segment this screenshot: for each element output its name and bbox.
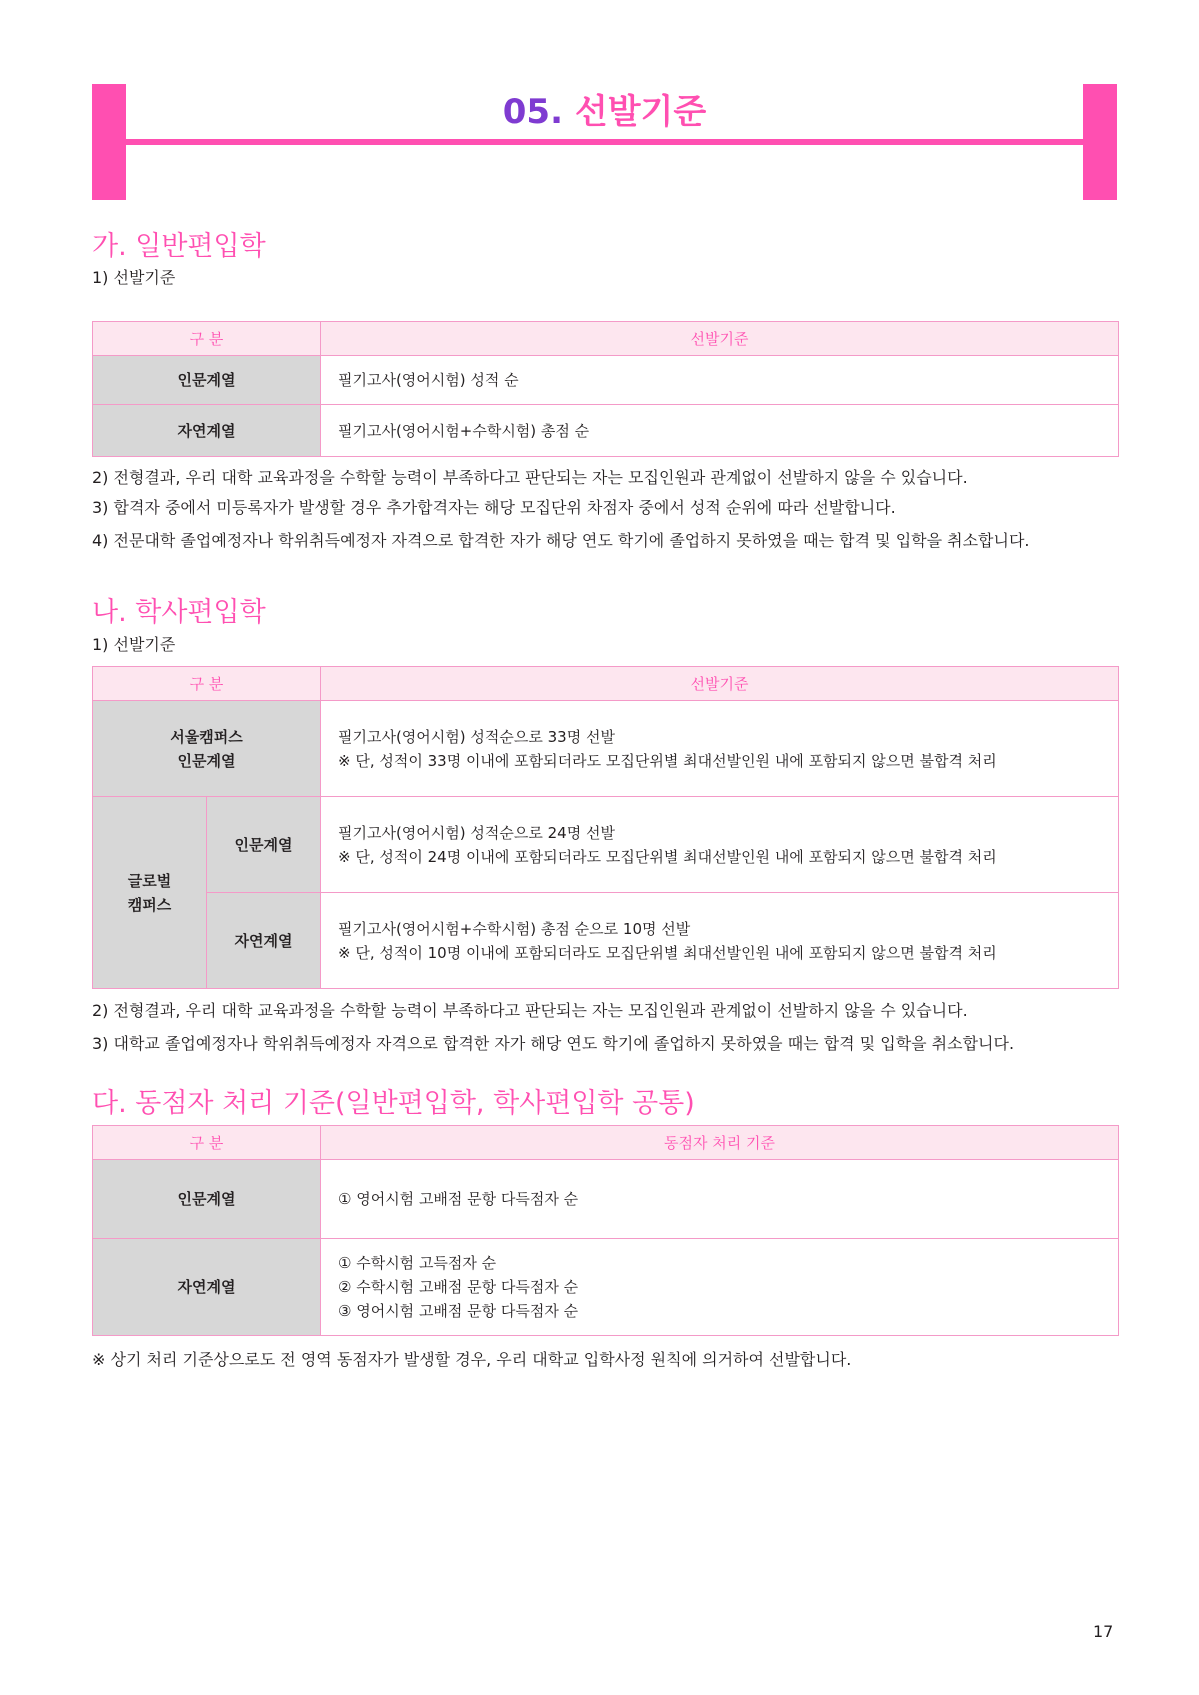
table-row: [93, 701, 1119, 797]
row-category-seoul: [93, 701, 321, 797]
column-header-category: 구 분: [93, 1126, 321, 1160]
table-row: [93, 1239, 1119, 1336]
campus-name-line2: 캠퍼스: [127, 895, 172, 914]
table-row: [93, 797, 1119, 893]
table-row: [93, 356, 1119, 405]
section-na-title: 나. 학사편입학: [92, 597, 266, 628]
criteria-line: 필기고사(영어시험) 성적순으로 24명 선발: [338, 823, 615, 842]
row-subcategory: 자연계열: [207, 893, 321, 989]
column-header-criteria: 선발기준: [321, 667, 1119, 701]
header-right-bar: [1083, 84, 1117, 200]
campus-name-line1: 글로벌: [127, 871, 172, 890]
row-criteria: [321, 1160, 1119, 1239]
row-criteria: 필기고사(영어시험) 성적 순: [321, 356, 1119, 405]
section-da-table: [92, 1125, 1119, 1336]
table-row: [93, 1160, 1119, 1239]
section-na-note: 2) 전형결과, 우리 대학 교육과정을 수학할 능력이 부족하다고 판단되는 자는 모집인원과 관계없이 선발하지 않을 수 있습니다.: [92, 1001, 968, 1020]
column-header-criteria: 동점자 처리 기준: [321, 1126, 1119, 1160]
page-title-text: 선발기준: [574, 92, 707, 132]
table-row: [93, 405, 1119, 457]
table-row: [93, 893, 1119, 989]
criteria-line: 필기고사(영어시험) 성적순으로 33명 선발: [338, 727, 615, 746]
criteria-note: ※ 단, 성적이 10명 이내에 포함되더라도 모집단위별 최대선발인원 내에 포함되지 않으면 불합격 처리: [338, 943, 997, 962]
row-criteria: [321, 797, 1119, 893]
page-title-number: 05.: [502, 92, 563, 132]
dept-name: 인문계열: [177, 751, 236, 770]
section-na-subtitle: 1) 선발기준: [92, 635, 176, 654]
criteria-line: 필기고사(영어시험+수학시험) 총점 순으로 10명 선발: [338, 919, 691, 938]
section-da-title: 다. 동점자 처리 기준(일반편입학, 학사편입학 공통): [92, 1088, 695, 1119]
section-ga-table: [92, 321, 1119, 457]
page-title: [126, 88, 1083, 136]
row-category: 자연계열: [93, 1239, 321, 1336]
row-criteria: [321, 701, 1119, 797]
header-left-bar: [92, 84, 126, 200]
criteria-item: ③ 영어시험 고배점 문항 다득점자 순: [338, 1302, 579, 1320]
row-subcategory: 인문계열: [207, 797, 321, 893]
criteria-item: ① 수학시험 고득점자 순: [338, 1254, 497, 1272]
criteria-note: ※ 단, 성적이 33명 이내에 포함되더라도 모집단위별 최대선발인원 내에 포함되지 않으면 불합격 처리: [338, 751, 997, 770]
page-number: 17: [1093, 1622, 1114, 1641]
section-ga-subtitle: 1) 선발기준: [92, 268, 176, 287]
section-ga-note: 3) 합격자 중에서 미등록자가 발생할 경우 추가합격자는 해당 모집단위 차점자 중에서 성적 순위에 따라 선발합니다.: [92, 498, 896, 517]
section-ga-title: 가. 일반편입학: [92, 231, 266, 262]
row-category: 자연계열: [93, 405, 321, 457]
row-criteria: [321, 1239, 1119, 1336]
section-da-footnote: ※ 상기 처리 기준상으로도 전 영역 동점자가 발생할 경우, 우리 대학교 입학사정 원칙에 의거하여 선발합니다.: [92, 1350, 852, 1369]
column-header-category: 구 분: [93, 667, 321, 701]
criteria-item: ① 영어시험 고배점 문항 다득점자 순: [338, 1190, 579, 1208]
section-na-note: 3) 대학교 졸업예정자나 학위취득예정자 자격으로 합격한 자가 해당 연도 학기에 졸업하지 못하였을 때는 합격 및 입학을 취소합니다.: [92, 1034, 1015, 1053]
table-header-row: [93, 667, 1119, 701]
header-rule: [126, 139, 1083, 145]
row-category: 인문계열: [93, 1160, 321, 1239]
criteria-item: ② 수학시험 고배점 문항 다득점자 순: [338, 1278, 579, 1296]
section-ga-note: 4) 전문대학 졸업예정자나 학위취득예정자 자격으로 합격한 자가 해당 연도 학기에 졸업하지 못하였을 때는 합격 및 입학을 취소합니다.: [92, 531, 1030, 550]
campus-name: 서울캠퍼스: [170, 727, 243, 746]
row-category: 인문계열: [93, 356, 321, 405]
table-header-row: [93, 1126, 1119, 1160]
criteria-note: ※ 단, 성적이 24명 이내에 포함되더라도 모집단위별 최대선발인원 내에 포함되지 않으면 불합격 처리: [338, 847, 997, 866]
row-criteria: [321, 893, 1119, 989]
column-header-category: 구 분: [93, 322, 321, 356]
row-criteria: 필기고사(영어시험+수학시험) 총점 순: [321, 405, 1119, 457]
section-ga-note: 2) 전형결과, 우리 대학 교육과정을 수학할 능력이 부족하다고 판단되는 자는 모집인원과 관계없이 선발하지 않을 수 있습니다.: [92, 468, 968, 487]
table-header-row: [93, 322, 1119, 356]
column-header-criteria: 선발기준: [321, 322, 1119, 356]
section-na-table: [92, 666, 1119, 989]
row-category-global: [93, 797, 207, 989]
